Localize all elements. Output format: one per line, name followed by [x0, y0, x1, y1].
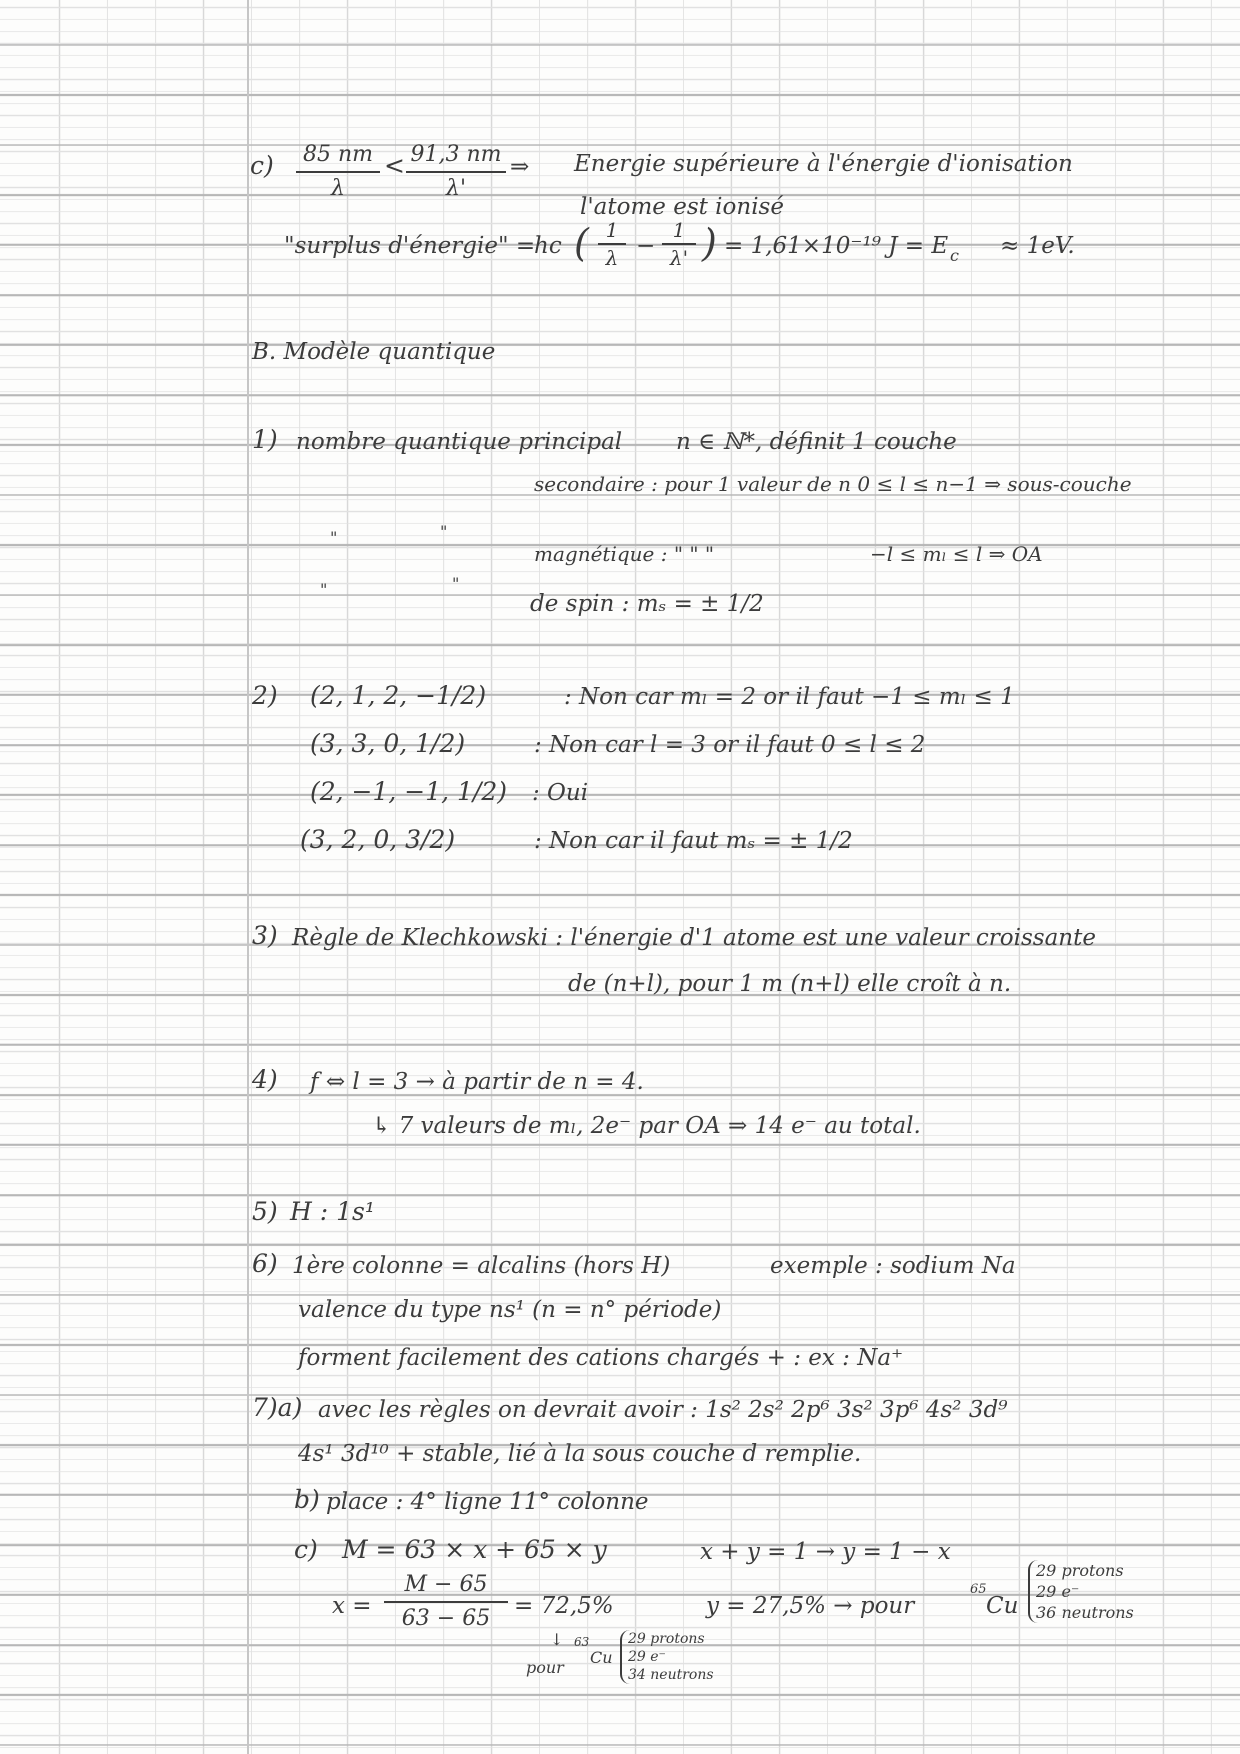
c-label: c) [250, 151, 274, 180]
inverse-lambda-prime [662, 218, 696, 270]
section-b-title: B. Modèle quantique [252, 339, 496, 365]
q4-number: 4) [252, 1065, 278, 1094]
q3-line1: Règle de Klechkowski : l'énergie d'1 atome est une valeur croissante [292, 925, 1096, 951]
q1-magnetic: magnétique : " " " [534, 542, 715, 566]
ditto-mark: " [440, 522, 448, 541]
cu65-composition [1028, 1560, 1134, 1623]
fraction-bar [406, 171, 506, 173]
lambda-symbol: λ [331, 176, 345, 201]
q7c-sum-equation: x + y = 1 → y = 1 − x [700, 1539, 951, 1565]
q2-tuple: (3, 2, 0, 3/2) [300, 825, 456, 854]
q6-line1: 1ère colonne = alcalins (hors H) [292, 1253, 671, 1279]
q6-number: 6) [252, 1249, 278, 1278]
numerator-one: 1 [672, 218, 686, 242]
cu63-symbol: Cu [590, 1648, 613, 1667]
lambda-prime-symbol: λ' [669, 246, 689, 270]
cu65-electrons: 29 e⁻ [1036, 1582, 1080, 1601]
q7c-number: c) [294, 1535, 318, 1564]
q7a-line2: 4s¹ 3d¹⁰ + stable, lié à la sous couche d remplie. [298, 1441, 862, 1467]
q7c-x-result: = 72,5% [514, 1593, 614, 1619]
inverse-lambda [598, 218, 626, 270]
q1-principal-definition: n ∈ ℕ*, définit 1 couche [676, 429, 957, 455]
paren-open: ( [574, 221, 589, 265]
implies-arrow: ⇒ [510, 154, 530, 180]
cu65-symbol: Cu [986, 1593, 1019, 1619]
q3-line2: de (n+l), pour 1 m (n+l) elle croît à n. [568, 971, 1012, 997]
ditto-mark: " [330, 528, 338, 547]
cu63-pour: pour [526, 1658, 564, 1677]
q1-principal-label: nombre quantique principal [296, 429, 623, 455]
fraction-numerator: M − 65 [404, 1572, 488, 1597]
approx-result: ≈ 1eV. [1000, 233, 1075, 259]
fraction-bar [598, 243, 626, 245]
q2-tuple: (3, 3, 0, 1/2) [310, 729, 466, 758]
cu63-protons: 29 protons [628, 1631, 705, 1647]
ionised-statement: l'atome est ionisé [580, 194, 784, 220]
ditto-mark: " [320, 580, 328, 599]
lambda-value: 85 nm [302, 142, 374, 167]
q7c-x-fraction [384, 1570, 508, 1634]
q2-tuple: (2, −1, −1, 1/2) [310, 777, 508, 806]
cu65-protons: 29 protons [1036, 1561, 1124, 1580]
q6-line2: valence du type ns¹ (n = n° période) [298, 1297, 722, 1323]
cu65-neutrons: 36 neutrons [1036, 1603, 1134, 1622]
fraction-denominator: 63 − 65 [401, 1606, 491, 1631]
q7a-line1: avec les règles on devrait avoir : 1s² 2s² 2p⁶ 3s² 3p⁶ 4s² 3d⁹ [318, 1397, 1008, 1423]
q1-magnetic-definition: −l ≤ mₗ ≤ l ⇒ OA [870, 542, 1043, 566]
less-than-sign: < [384, 151, 405, 180]
minus-sign: − [636, 233, 656, 259]
q5-number: 5) [252, 1197, 278, 1226]
energy-statement: Energie supérieure à l'énergie d'ionisation [574, 151, 1073, 177]
kinetic-subscript: c [950, 246, 959, 265]
q7b-text: place : 4° ligne 11° colonne [326, 1489, 649, 1515]
ditto-mark: " [452, 574, 460, 593]
q2-number: 2) [252, 681, 278, 710]
q2-answer: : Non car il faut mₛ = ± 1/2 [534, 828, 853, 854]
paren-close: ) [702, 221, 717, 265]
q2-answer: : Non car mₗ = 2 or il faut −1 ≤ mₗ ≤ 1 [564, 684, 1015, 710]
q6-example: exemple : sodium Na [770, 1253, 1016, 1279]
lambda-prime-value: 91,3 nm [410, 142, 502, 167]
cu63-mass-number: 63 [574, 1635, 590, 1649]
margin-line [247, 0, 249, 1754]
fraction-bar [384, 1601, 508, 1603]
fraction-bar [296, 171, 380, 173]
cu63-composition [620, 1630, 714, 1684]
q2-answer: : Oui [532, 780, 589, 806]
cu65-mass-number: 65 [970, 1582, 987, 1597]
cu63-neutrons: 34 neutrons [628, 1667, 714, 1683]
q4-line2: ↳ 7 valeurs de mₗ, 2e⁻ par OA ⇒ 14 e⁻ au total. [372, 1113, 921, 1139]
q5-configuration: H : 1s¹ [290, 1197, 375, 1226]
q3-number: 3) [252, 921, 278, 950]
lambda-fraction [296, 140, 380, 204]
cu63-electrons: 29 e⁻ [628, 1649, 666, 1665]
q7c-mass-equation: M = 63 × x + 65 × y [342, 1535, 607, 1564]
q2-answer: : Non car l = 3 or il faut 0 ≤ l ≤ 2 [534, 732, 926, 758]
numerator-one: 1 [605, 218, 619, 242]
lambda-prime-symbol: λ' [446, 176, 466, 201]
fraction-bar [662, 243, 696, 245]
q7a-number: 7)a) [252, 1393, 303, 1422]
q1-secondary: secondaire : pour 1 valeur de n 0 ≤ l ≤ n−1 ⇒ sous-couche [534, 472, 1132, 496]
q6-line3: forment facilement des cations chargés + : ex : Na⁺ [298, 1345, 904, 1371]
hc-symbol: hc [534, 233, 562, 259]
lambda-symbol: λ [605, 246, 619, 270]
lambda-prime-fraction [406, 140, 506, 204]
cu63-down-arrow: ↓ [550, 1630, 564, 1649]
q4-line1: f ⇔ l = 3 → à partir de n = 4. [310, 1069, 644, 1095]
q7b-number: b) [294, 1485, 320, 1514]
surplus-result: = 1,61×10⁻¹⁹ J = E [724, 233, 949, 259]
q7c-x-label: x = [332, 1593, 372, 1619]
surplus-label: "surplus d'énergie" = [284, 233, 536, 259]
q1-spin: de spin : mₛ = ± 1/2 [530, 591, 764, 617]
q2-tuple: (2, 1, 2, −1/2) [310, 681, 487, 710]
q7c-y-result: y = 27,5% → pour [706, 1593, 915, 1619]
q1-number: 1) [252, 425, 278, 454]
